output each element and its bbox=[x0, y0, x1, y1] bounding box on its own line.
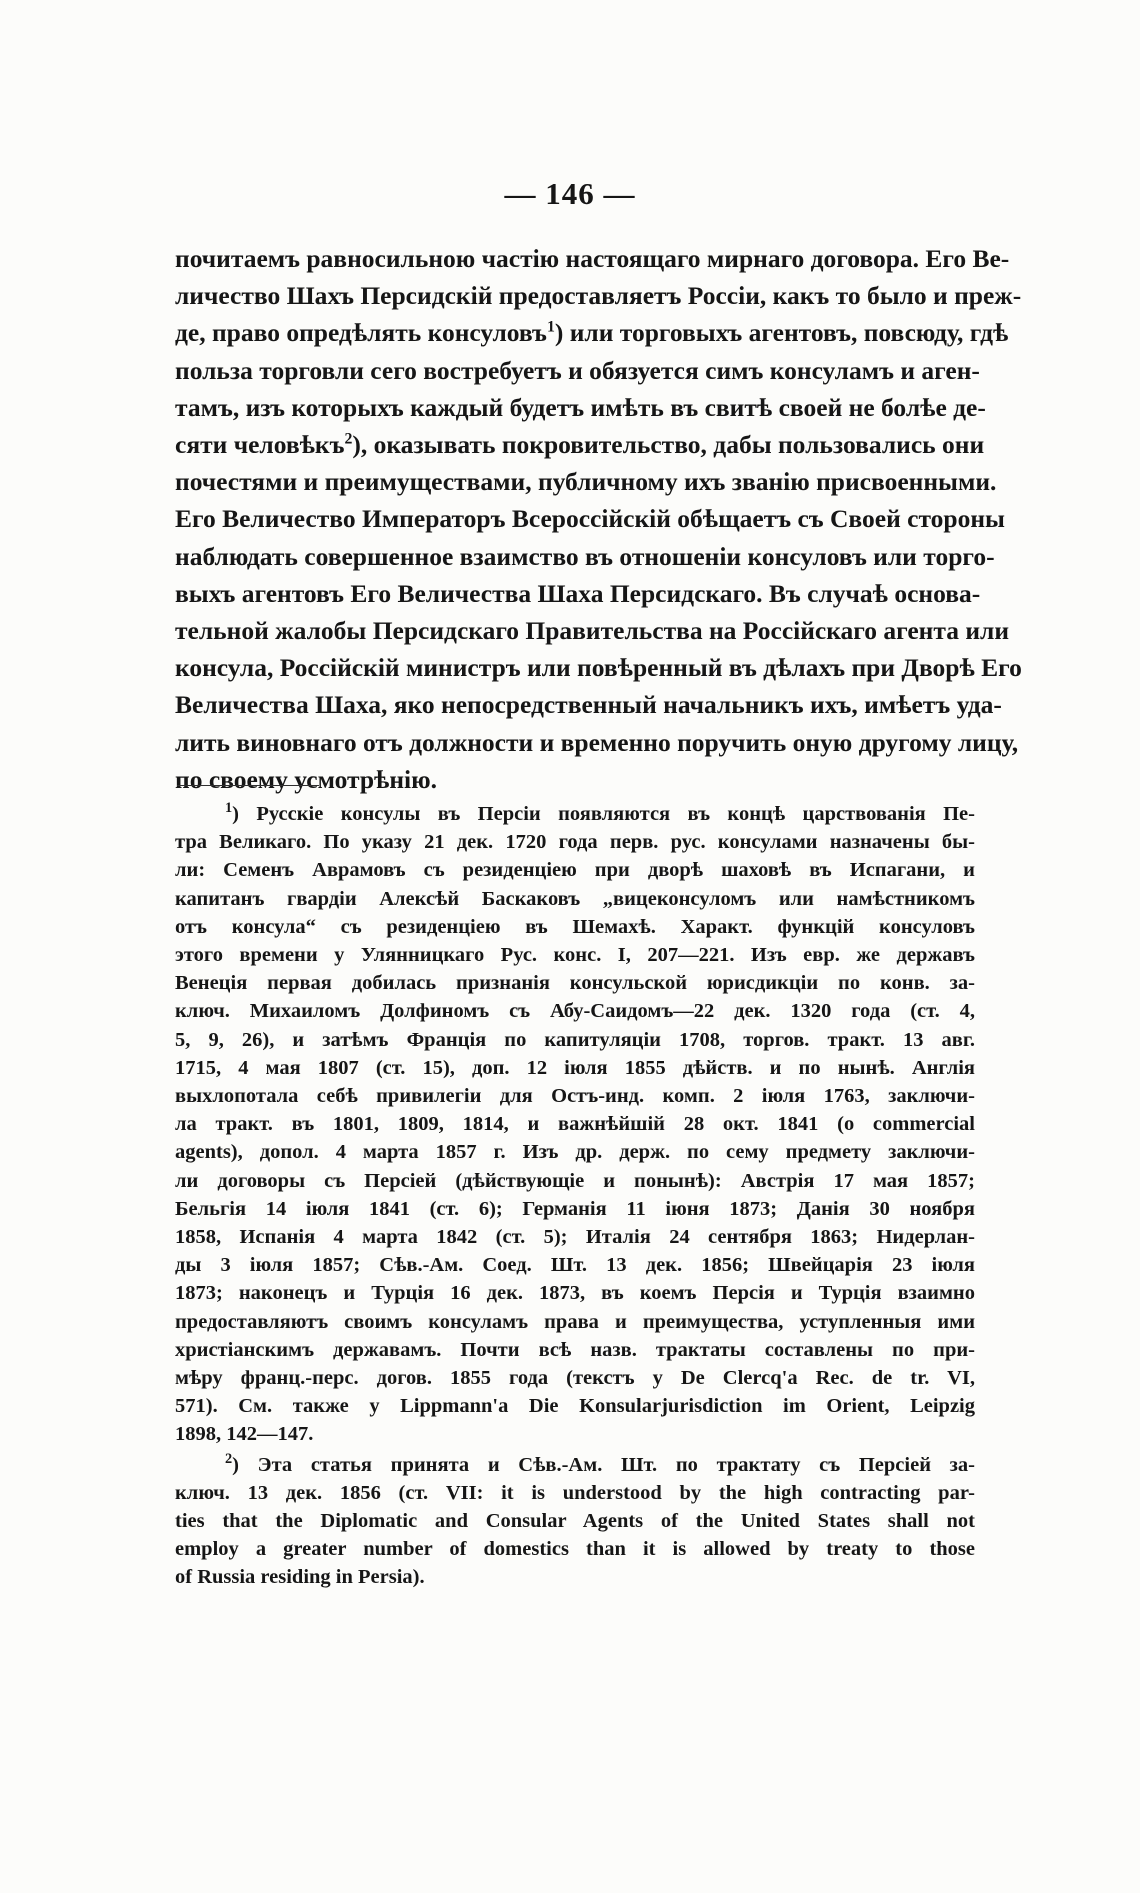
main-text-block bbox=[175, 240, 1022, 798]
footnote-2 bbox=[175, 1451, 975, 1592]
page-number: — 146 — bbox=[504, 176, 636, 211]
footnote-line: 571). См. также у Lippmann'a Die Konsularjurisdiction im Orient, Leipzig bbox=[175, 1395, 975, 1418]
text-line: тельной жалобы Персидскаго Правительства на Россійскаго агента или bbox=[175, 616, 1010, 646]
footnote-line: Бельгія 14 іюля 1841 (ст. 6); Германія 11 іюня 1873; Данія 30 ноября bbox=[175, 1197, 975, 1220]
text-line: консула, Россійскій министръ или повѣренный въ дѣлахъ при Дворѣ Его bbox=[175, 653, 1022, 683]
text-line: польза торговли сего востребуетъ и обязуется симъ консуламъ и аген- bbox=[175, 355, 980, 385]
text-line: личество Шахъ Персидскій предоставляетъ Россіи, какъ то было и преж- bbox=[175, 281, 1022, 311]
text-line bbox=[175, 314, 1009, 351]
text-line: Его Величество Императоръ Всероссійскій обѣщаетъ съ Своей стороны bbox=[175, 504, 1005, 534]
text-line: почитаемъ равносильною частію настоящаго мирнаго договора. Его Ве- bbox=[175, 244, 1010, 273]
text-fragment: сяти человѣкъ bbox=[175, 430, 345, 460]
text-line: Величества Шаха, яко непосредственный начальникъ ихъ, имѣетъ уда- bbox=[175, 690, 1002, 720]
footnotes-block bbox=[175, 800, 975, 1592]
footnote-line: ды 3 іюля 1857; Сѣв.-Ам. Соед. Шт. 13 дек. 1856; Швейцарія 23 іюля bbox=[175, 1254, 975, 1277]
footnote-line bbox=[175, 800, 975, 828]
footnote-line: ла тракт. въ 1801, 1809, 1814, и важнѣйшій 28 окт. 1841 (о commercial bbox=[175, 1113, 975, 1136]
footnote-line: employ a greater number of domestics than it is allowed by treaty to those bbox=[175, 1538, 975, 1561]
footnote-line: христіанскимъ державамъ. Почти всѣ назв. трактаты составлены по при- bbox=[175, 1338, 975, 1361]
footnote-line: of Russia residing in Persia). bbox=[175, 1566, 425, 1589]
footnote-line: 5, 9, 26), и затѣмъ Франція по капитуляціи 1708, торгов. тракт. 13 авг. bbox=[175, 1028, 975, 1051]
footnote-line: тра Великаго. По указу 21 дек. 1720 года перв. рус. консулами назначены бы- bbox=[175, 831, 975, 854]
text-line: тамъ, изъ которыхъ каждый будетъ имѣть въ свитѣ своей не болѣе де- bbox=[175, 392, 986, 422]
text-line: почестями и преимуществами, публичному ихъ званію присвоенными. bbox=[175, 467, 997, 497]
footnote-marker: 1 bbox=[225, 800, 233, 817]
footnote-line: мѣру франц.-перс. догов. 1855 года (текстъ у De Clercq'a Rec. de tr. VI, bbox=[175, 1367, 975, 1390]
footnote-1 bbox=[175, 800, 975, 1449]
footnote-line: отъ консула“ съ резиденціею въ Шемахѣ. Характ. функцій консуловъ bbox=[175, 915, 975, 938]
footnote-divider bbox=[177, 785, 319, 786]
text-line bbox=[175, 426, 985, 463]
footnote-line bbox=[175, 1451, 975, 1479]
footnote-marker: 2 bbox=[225, 1450, 233, 1467]
footnote-line: ключ. Михаиломъ Долфиномъ съ Абу-Саидомъ—22 дек. 1320 года (ст. 4, bbox=[175, 1000, 975, 1023]
footnote-line: 1898, 142—147. bbox=[175, 1423, 314, 1446]
text-line: наблюдать совершенное взаимство въ отношеніи консуловъ или торго- bbox=[175, 541, 995, 571]
footnote-reference: 1 bbox=[546, 318, 555, 336]
text-line: выхъ агентовъ Его Величества Шаха Персидскаго. Въ случаѣ основа- bbox=[175, 578, 981, 608]
footnote-line: выхлопотала себѣ привилегіи для Остъ-инд. комп. 2 іюля 1763, заключи- bbox=[175, 1085, 975, 1108]
footnote-line: этого времени у Улянницкаго Рус. конс. I, 207—221. Изъ евр. же державъ bbox=[175, 944, 975, 967]
footnote-reference: 2 bbox=[344, 430, 353, 448]
text-fragment: ) или торговыхъ агентовъ, повсюду, гдѣ bbox=[554, 318, 1009, 348]
text-line: по своему усмотрѣнію. bbox=[175, 764, 437, 794]
footnote-line: ties that the Diplomatic and Consular Agents of the United States shall not bbox=[175, 1510, 975, 1533]
footnote-line: капитанъ гвардіи Алексѣй Баскаковъ „вицеконсуломъ или намѣстникомъ bbox=[175, 887, 975, 910]
footnote-line: agents), допол. 4 марта 1857 г. Изъ др. держ. по сему предмету заключи- bbox=[175, 1141, 975, 1164]
text-fragment: ), оказывать покровительство, дабы пользовались они bbox=[352, 430, 985, 460]
footnote-line: ли договоры съ Персіей (дѣйствующіе и понынѣ): Австрія 17 мая 1857; bbox=[175, 1169, 975, 1192]
footnote-line: предоставляютъ своимъ консуламъ права и преимущества, уступленныя ими bbox=[175, 1310, 975, 1333]
text-fragment: ) Эта статья принята и Сѣв.-Ам. Шт. по трактату съ Персіей за- bbox=[232, 1453, 975, 1476]
text-fragment: ) Русскіе консулы въ Персіи появляются въ концѣ царствованія Пе- bbox=[232, 803, 975, 825]
footnote-line: 1873; наконецъ и Турція 16 дек. 1873, въ коемъ Персія и Турція взаимно bbox=[175, 1282, 975, 1305]
text-fragment: де, право опредѣлять консуловъ bbox=[175, 318, 547, 348]
footnote-line: 1715, 4 мая 1807 (ст. 15), доп. 12 іюля 1855 дѣйств. и по нынѣ. Англія bbox=[175, 1056, 975, 1079]
footnote-line: Венеція первая добилась признанія консульской юрисдикціи по конв. за- bbox=[175, 972, 975, 995]
footnote-line: ли: Семенъ Аврамовъ съ резиденціею при дворѣ шаховѣ въ Испагани, и bbox=[175, 859, 975, 882]
footnote-line: ключ. 13 дек. 1856 (ст. VII: it is understood by the high contracting par- bbox=[175, 1481, 975, 1504]
footnote-line: 1858, Испанія 4 марта 1842 (ст. 5); Италія 24 сентября 1863; Нидерлан- bbox=[175, 1226, 975, 1249]
text-line: лить виновнаго отъ должности и временно поручить оную другому лицу, bbox=[175, 727, 1019, 757]
